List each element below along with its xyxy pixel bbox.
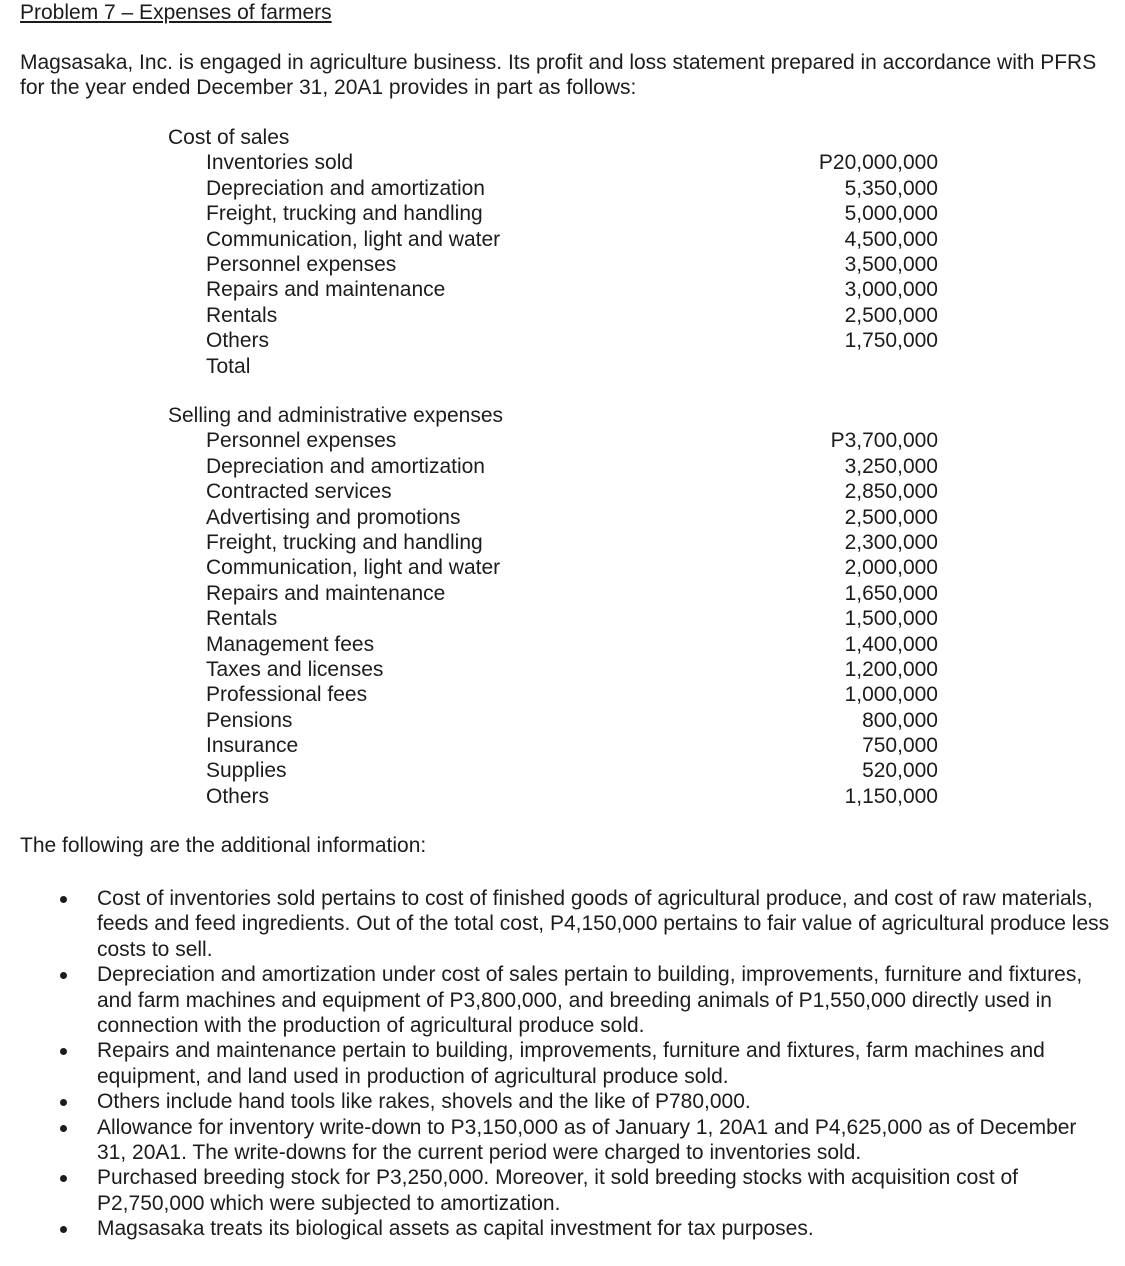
sga-row xyxy=(168,479,938,504)
sga-row xyxy=(168,632,938,657)
sga-row xyxy=(168,708,938,733)
list-item-text: Magsasaka treats its biological assets as capital investment for tax purposes. xyxy=(97,1217,814,1241)
sga-row xyxy=(168,758,938,783)
sga-row xyxy=(168,555,938,580)
cos-amount: P20,000,000 xyxy=(818,151,938,175)
list-item-text: Cost of inventories sold pertains to cost of finished goods of agricultural produce, and cost of raw materials, feeds and feed ingredients. Out of the total cost, P4,150,000 pertains to fair value of agricultural produce less costs to sell. xyxy=(97,887,1110,961)
list-item-text: Repairs and maintenance pertain to building, improvements, furniture and fixtures, farm machines and equipment, and land used in production of agricultural produce sold. xyxy=(97,1039,1045,1088)
sga-amount: 1,200,000 xyxy=(844,657,938,681)
cos-amount: 4,500,000 xyxy=(844,227,938,251)
sga-amount: 2,000,000 xyxy=(844,556,938,580)
cos-label: Communication, light and water xyxy=(206,227,501,251)
cos-amount: 5,350,000 xyxy=(844,176,938,200)
cos-label: Others xyxy=(206,329,270,353)
bullet-icon xyxy=(60,1226,67,1233)
list-item xyxy=(0,1089,1125,1114)
intro-paragraph xyxy=(20,50,1110,101)
cos-label: Personnel expenses xyxy=(206,252,397,276)
sga-amount: 3,250,000 xyxy=(844,454,938,478)
cos-row xyxy=(168,176,938,201)
sga-label: Insurance xyxy=(206,734,299,758)
list-item-text: Allowance for inventory write-down to P3,150,000 as of January 1, 20A1 and P4,625,000 as of December 31, 20A1. The write-downs for the current period were charged to inventories sold. xyxy=(97,1115,1077,1165)
cos-label: Freight, trucking and handling xyxy=(206,202,483,226)
cos-label: Rentals xyxy=(206,303,278,327)
sga-row xyxy=(168,454,938,479)
sga-amount: 1,650,000 xyxy=(844,581,938,605)
sga-label: Communication, light and water xyxy=(206,556,501,580)
cos-amount: 2,500,000 xyxy=(844,303,938,327)
list-item-text: Purchased breeding stock for P3,250,000. Moreover, it sold breeding stocks with acquisition cost of P2,750,000 which were subjected to amortization. xyxy=(97,1166,1019,1215)
sga-label: Contracted services xyxy=(206,480,392,504)
list-item xyxy=(0,886,1125,962)
cost-of-sales-section xyxy=(168,125,938,379)
sga-row xyxy=(168,581,938,606)
sga-amount: 1,500,000 xyxy=(844,607,938,631)
list-item xyxy=(0,1115,1125,1166)
sga-label: Pensions xyxy=(206,708,293,732)
additional-info-list xyxy=(0,886,1125,1242)
cos-amount: 3,000,000 xyxy=(844,278,938,302)
list-item xyxy=(0,962,1125,1038)
cos-row xyxy=(168,150,938,175)
bullet-icon xyxy=(60,1175,67,1182)
sga-row xyxy=(168,505,938,530)
cos-row xyxy=(168,227,938,252)
sga-row xyxy=(168,657,938,682)
sga-row xyxy=(168,733,938,758)
sga-amount: 1,000,000 xyxy=(844,683,938,707)
cos-row xyxy=(168,277,938,302)
cos-row xyxy=(168,303,938,328)
sga-label: Personnel expenses xyxy=(206,429,397,453)
sga-amount: 1,400,000 xyxy=(844,632,938,656)
cost-of-sales-heading: Cost of sales xyxy=(168,126,290,149)
sga-amount: 2,500,000 xyxy=(844,505,938,529)
sga-amount: 520,000 xyxy=(862,759,938,783)
sga-row xyxy=(168,428,938,453)
cos-row xyxy=(168,328,938,353)
cos-row xyxy=(168,201,938,226)
sga-label: Depreciation and amortization xyxy=(206,454,485,478)
list-item-text: Others include hand tools like rakes, shovels and the like of P780,000. xyxy=(97,1090,751,1114)
sga-row xyxy=(168,530,938,555)
sga-label: Rentals xyxy=(206,607,278,631)
bullet-icon xyxy=(60,1099,67,1106)
sga-label: Repairs and maintenance xyxy=(206,581,446,605)
sga-row xyxy=(168,682,938,707)
sga-row xyxy=(168,606,938,631)
cos-label: Inventories sold xyxy=(206,151,354,175)
sga-amount: 750,000 xyxy=(862,734,938,758)
selling-admin-heading: Selling and administrative expenses xyxy=(168,404,504,427)
sga-label: Professional fees xyxy=(206,683,368,707)
cos-amount: 1,750,000 xyxy=(844,329,938,353)
list-item xyxy=(0,1216,1125,1241)
sga-label: Advertising and promotions xyxy=(206,505,461,529)
sga-label: Supplies xyxy=(206,759,287,783)
cos-total-row xyxy=(168,354,938,379)
sga-amount: 800,000 xyxy=(862,708,938,732)
problem-title: Problem 7 – Expenses of farmers xyxy=(20,1,332,24)
list-item xyxy=(0,1038,1125,1089)
sga-amount: 2,300,000 xyxy=(844,530,938,554)
list-item xyxy=(0,1165,1125,1216)
cos-amount: 5,000,000 xyxy=(844,202,938,226)
sga-label: Freight, trucking and handling xyxy=(206,530,483,554)
sga-amount: P3,700,000 xyxy=(830,429,938,453)
bullet-icon xyxy=(60,896,67,903)
sga-amount: 1,150,000 xyxy=(844,784,938,808)
bullet-icon xyxy=(60,1048,67,1055)
selling-admin-section xyxy=(168,403,938,809)
list-item-text: Depreciation and amortization under cost of sales pertain to building, improvements, furniture and fixtures, and farm machines and equipment of P3,800,000, and breeding animals of P1,550,000 directly used in connection with the production of agricultural produce sold. xyxy=(97,963,1083,1038)
sga-amount: 2,850,000 xyxy=(844,480,938,504)
cos-total-label: Total xyxy=(206,354,251,378)
additional-info-heading: The following are the additional information: xyxy=(20,834,427,857)
sga-label: Management fees xyxy=(206,632,375,656)
bullet-icon xyxy=(60,972,67,979)
cos-amount: 3,500,000 xyxy=(844,252,938,276)
cos-label: Repairs and maintenance xyxy=(206,278,446,302)
bullet-icon xyxy=(60,1125,67,1132)
cos-row xyxy=(168,252,938,277)
cos-label: Depreciation and amortization xyxy=(206,176,485,200)
sga-label: Taxes and licenses xyxy=(206,657,384,681)
sga-label: Others xyxy=(206,784,270,808)
intro-text: Magsasaka, Inc. is engaged in agriculture business. Its profit and loss statement prepared in accordance with PFRS for the year ended December 31, 20A1 provides in part as follows: xyxy=(20,51,1097,100)
sga-row xyxy=(168,784,938,809)
